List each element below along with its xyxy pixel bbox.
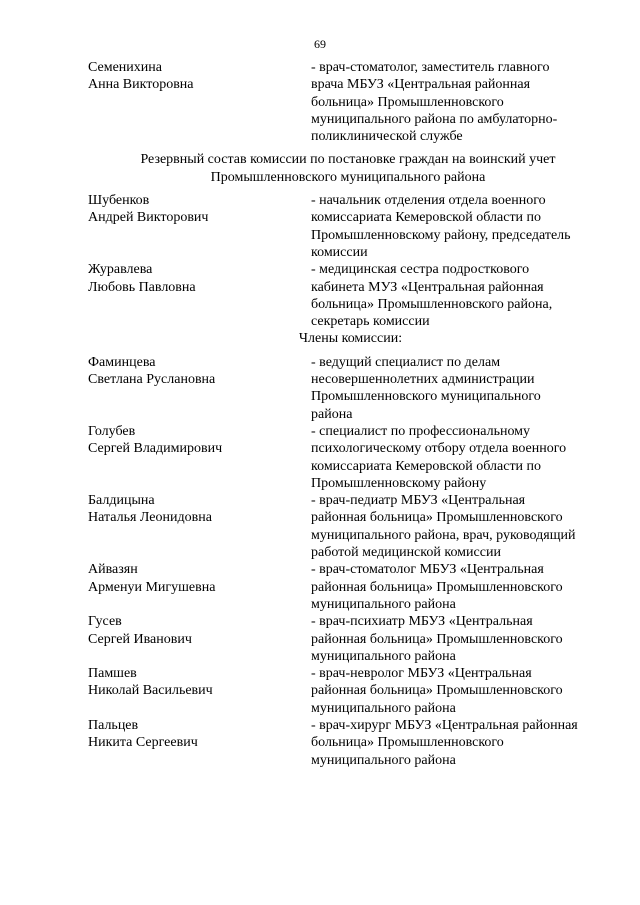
role-line: - ведущий специалист по делам xyxy=(311,354,501,370)
role-line: - медицинская сестра подросткового xyxy=(311,262,530,278)
role-line: - врач-психиатр МБУЗ «Центральная xyxy=(311,614,533,630)
members-heading: Члены комиссии: xyxy=(298,331,403,347)
surname: Пальцев xyxy=(88,717,139,733)
surname: Балдицына xyxy=(88,493,155,509)
person-role xyxy=(311,665,611,717)
role-line: - врач-хирург МБУЗ «Центральная районная xyxy=(311,717,578,733)
surname: Гусев xyxy=(88,614,122,630)
person-role xyxy=(311,613,611,665)
section-heading xyxy=(83,151,613,186)
given-names: Сергей Владимирович xyxy=(88,441,223,457)
role-line: психологическому отбору отдела военного xyxy=(311,441,567,457)
given-names: Светлана Руслановна xyxy=(88,372,216,388)
given-names: Арменуи Мигушевна xyxy=(88,579,216,595)
role-line: муниципального района, врач, руководящий xyxy=(311,527,576,543)
role-line: - начальник отделения отдела военного xyxy=(311,193,546,209)
given-names: Анна Викторовна xyxy=(88,77,194,93)
person-role xyxy=(311,717,611,769)
role-line: Промышленновскому району, председатель xyxy=(311,227,571,243)
given-names: Николай Васильевич xyxy=(88,683,213,699)
given-names: Любовь Павловна xyxy=(88,279,196,295)
surname: Голубев xyxy=(88,423,136,439)
person-name xyxy=(88,59,311,145)
role-line: районная больница» Промышленновского xyxy=(311,579,563,595)
role-line: районная больница» Промышленновского xyxy=(311,631,563,647)
person-name xyxy=(88,613,311,665)
role-line: комиссии xyxy=(311,244,368,260)
surname: Фаминцева xyxy=(88,354,156,370)
commission-entry xyxy=(88,613,613,665)
given-names: Андрей Викторович xyxy=(88,210,209,226)
role-line: несовершеннолетних администрации xyxy=(311,372,535,388)
person-role xyxy=(311,423,611,492)
role-line: муниципального района xyxy=(311,648,456,664)
page-number: 69 xyxy=(314,37,326,51)
commission-entry xyxy=(88,261,613,330)
role-line: кабинета МУЗ «Центральная районная xyxy=(311,279,544,295)
role-line: больница» Промышленновского xyxy=(311,735,504,751)
role-line: - врач-невролог МБУЗ «Центральная xyxy=(311,666,532,682)
role-line: муниципального района xyxy=(311,752,456,768)
role-line: больница» Промышленновского xyxy=(311,94,504,110)
role-line: - врач-стоматолог, заместитель главного xyxy=(311,60,550,75)
surname: Айвазян xyxy=(88,562,138,578)
given-names: Никита Сергеевич xyxy=(88,735,198,751)
document-body xyxy=(88,59,613,769)
person-role xyxy=(311,492,611,561)
person-role xyxy=(311,354,611,423)
role-line: врача МБУЗ «Центральная районная xyxy=(311,77,531,93)
role-line: муниципального района xyxy=(311,596,456,612)
role-line: районная больница» Промышленновского xyxy=(311,683,563,699)
commission-entry xyxy=(88,717,613,769)
commission-entry xyxy=(88,59,613,145)
person-role xyxy=(311,561,611,613)
role-line: - врач-педиатр МБУЗ «Центральная xyxy=(311,493,526,509)
role-line: Промышленновского муниципального xyxy=(311,389,541,405)
given-names: Сергей Иванович xyxy=(88,631,192,647)
role-line: комиссариата Кемеровской области по xyxy=(311,458,542,474)
person-role xyxy=(311,261,611,330)
surname: Шубенков xyxy=(88,193,150,209)
commission-entry xyxy=(88,665,613,717)
role-line: муниципального района xyxy=(311,700,456,716)
role-line: - врач-стоматолог МБУЗ «Центральная xyxy=(311,562,544,578)
person-name xyxy=(88,423,311,492)
person-name xyxy=(88,665,311,717)
surname: Журавлева xyxy=(88,262,153,278)
commission-entry xyxy=(88,492,613,561)
person-name xyxy=(88,192,311,261)
commission-entry xyxy=(88,354,613,423)
person-name xyxy=(88,717,311,769)
commission-entry xyxy=(88,561,613,613)
person-name xyxy=(88,354,311,423)
person-name xyxy=(88,561,311,613)
role-line: муниципального района по амбулаторно- xyxy=(311,111,558,127)
given-names: Наталья Леонидовна xyxy=(88,510,212,526)
role-line: - специалист по профессиональному xyxy=(311,423,531,439)
person-name xyxy=(88,492,311,561)
commission-entry xyxy=(88,192,613,261)
role-line: больница» Промышленновского района, xyxy=(311,296,553,312)
commission-entry xyxy=(88,423,613,492)
role-line: поликлинической службе xyxy=(311,129,463,145)
heading-line: Резервный состав комиссии по постановке граждан на воинский учет xyxy=(140,152,556,168)
role-line: комиссариата Кемеровской области по xyxy=(311,210,542,226)
person-role xyxy=(311,59,611,145)
role-line: Промышленновскому району xyxy=(311,475,487,491)
heading-line: Промышленновского муниципального района xyxy=(210,169,486,185)
role-line: работой медицинской комиссии xyxy=(311,545,501,561)
role-line: районная больница» Промышленновского xyxy=(311,510,563,526)
surname: Семенихина xyxy=(88,60,162,75)
surname: Памшев xyxy=(88,666,137,682)
role-line: района xyxy=(311,406,353,422)
role-line: секретарь комиссии xyxy=(311,314,430,330)
person-name xyxy=(88,261,311,330)
person-role xyxy=(311,192,611,261)
